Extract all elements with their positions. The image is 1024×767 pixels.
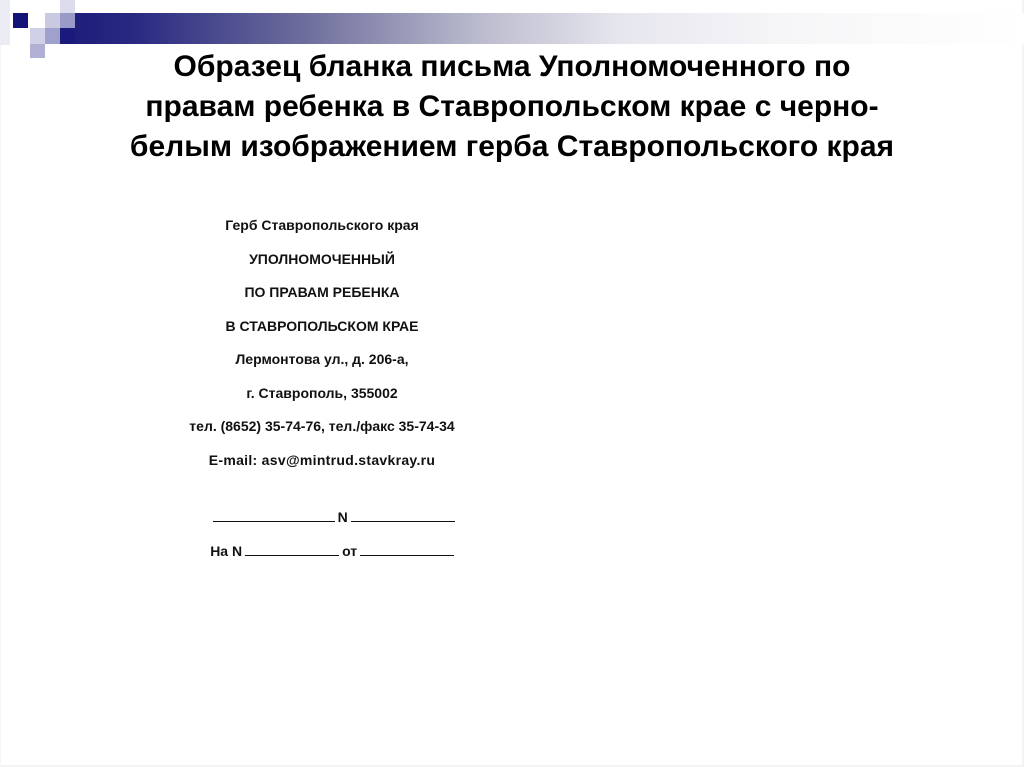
address-city: г. Ставрополь, 355002 <box>246 384 398 401</box>
reply-date-blank <box>360 541 454 556</box>
address-street: Лермонтова ул., д. 206-а, <box>235 351 409 367</box>
decor-square-medium <box>45 28 60 44</box>
email: E-mail: asv@mintrud.stavkray.ru <box>208 451 436 468</box>
decor-square-medium <box>60 13 75 28</box>
decor-square-light <box>30 28 45 44</box>
org-name-line-1: УПОЛНОМОЧЕННЫЙ <box>249 250 395 267</box>
title-line: Образец бланка письма Уполномоченного по <box>173 50 851 83</box>
number-blank <box>351 507 455 522</box>
title-line: правам ребенка в Ставропольском крае с черно- <box>145 90 879 123</box>
decor-strip <box>0 0 10 45</box>
phone-fax: тел. (8652) 35-74-76, тел./факс 35-74-34 <box>189 418 455 434</box>
decor-square-light <box>45 13 60 28</box>
org-name-line-2: ПО ПРАВАМ РЕБЕНКА <box>244 284 400 300</box>
org-name-line-3: В СТАВРОПОЛЬСКОМ КРАЕ <box>225 317 419 334</box>
decor-square-navy <box>60 28 75 44</box>
reply-prefix: На N <box>210 542 243 559</box>
reply-from-label: от <box>342 542 358 559</box>
title-line: белым изображением герба Ставропольского края <box>129 130 895 163</box>
slide-title <box>40 47 984 167</box>
letterhead-sample <box>122 213 522 559</box>
number-label: N <box>337 509 348 525</box>
date-blank <box>213 507 335 522</box>
header-gradient-bar <box>60 13 1024 44</box>
reply-number-blank <box>245 541 339 556</box>
outgoing-number-line <box>122 481 522 525</box>
decor-square-pale <box>60 0 75 13</box>
coat-of-arms-placeholder: Герб Ставропольского края <box>225 217 419 233</box>
decor-square-navy <box>13 13 28 28</box>
